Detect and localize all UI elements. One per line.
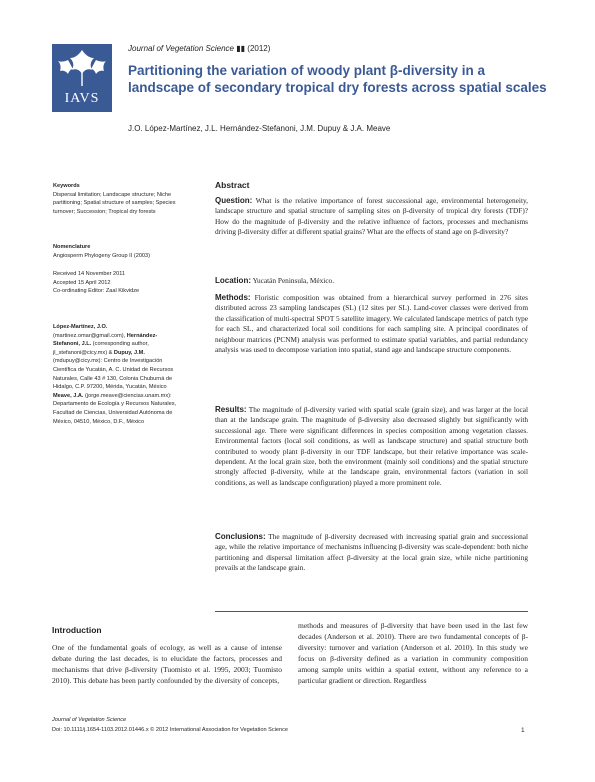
journal-logo — [52, 44, 112, 112]
nomenclature-text: Angiosperm Phylogeny Group II (2003) — [53, 252, 151, 259]
author1-name: López-Martínez, J.O. — [53, 324, 108, 330]
article-title: Partitioning the variation of woody plant β-diversity in a landscape of secondary tropical dry forests across spatial scales — [128, 63, 547, 95]
journal-header — [128, 44, 270, 53]
location-text: Yucatán Peninsula, México. — [252, 276, 335, 285]
keywords-text: Dispersal limitation; Landscape structure; Niche partitioning; Spatial structure of samples; Species turnover; Succession; Tropical dry forests — [53, 191, 176, 215]
accepted-date: Accepted 15 April 2012 — [53, 279, 111, 286]
abstract-conclusions — [215, 532, 528, 574]
coordinating-editor: Co-ordinating Editor: Zaal Kikvidze — [53, 288, 140, 295]
page-number: 1 — [521, 727, 525, 734]
journal-issue: ▮▮ — [236, 44, 246, 53]
author2-name: Hernández-Stefanoni, J.L. — [53, 332, 158, 348]
journal-year: (2012) — [247, 44, 271, 53]
author3-info: (mdupuy@cicy.mx): Centro de Investigación Científica de Yucatán, A. C. Unidad de Recursos Naturales, Calle 43 # 130, Colonia Chuburná de Hidalgo, C.P. 97200, Mérida, Yucatán, México — [53, 358, 174, 391]
methods-text: Floristic composition was obtained from a hierarchical survey performed in 276 sites distributed across 23 sampling landscapes (SL) (12 sites per SL). Land-cover classes were derived from the classification of multi-spectral SPOT 5 satellite imagery. We calculated landscape metrics of patch type for each SL, and characterized local soil conditions for each sampling site. A principal coordinates of neighbour matrices (PCNM) analysis was performed to estimate spatial variables, and partial redundancy analysis was used to decompose variation into spatial, stand age and landscape structure components. — [215, 293, 528, 355]
introduction-heading: Introduction — [52, 625, 102, 635]
question-label: Question: — [215, 196, 253, 205]
author4-info: (jorge.meave@ciencias.unam.mx): Departamento de Ecología y Recursos Naturales, Facultad de Ciencias, Universidad Autónoma de México, 04510, México, D.F., México — [53, 392, 177, 425]
footer-doi: Doi: 10.1111/j.1654-1103.2012.01446.x © 2012 International Association for Vegetation Science — [52, 727, 289, 733]
question-text: What is the relative importance of forest successional age, environmental heterogeneity, landscape structure and spatial structure of sampling sites on β-diversity of tropical dry forests (TDF)? How do the magnitude of β-diversity and the relative influence of factors, processes and mechanisms driving β-diversity differ at different spatial grains? What are the effects of stand age on β-diversity? — [215, 196, 528, 237]
author-affiliations: López-Martínez, J.O. (martinez.omar@gmail.com), Hernández-Stefanoni, J.L. (corresponding author, jl_stefanoni@cicy.mx) & Dupuy, J.M. (mdupuy@cicy.mx): Centro de Investigación Científica de Yucatán, A. C. Unidad de Recursos Naturales, Calle 43 # 130, Colonia Chuburná de Hidalgo, C.P. 97200, Mérida, Yucatán, México Meave, J.A. (jorge.meave@ciencias.unam.mx): Departamento de Ecología y Recursos Naturales, Facultad de Ciencias, Universidad Autónoma de México, 04510, México, D.F., México — [53, 324, 177, 425]
methods-label: Methods: — [215, 293, 251, 302]
author-list: J.O. López-Martínez, J.L. Hernández-Stefanoni, J.M. Dupuy & J.A. Meave — [128, 124, 391, 133]
abstract-methods — [215, 293, 528, 355]
nomenclature-block — [53, 243, 181, 260]
abstract-location — [215, 276, 528, 286]
introduction-column-1: One of the fundamental goals of ecology, as well as a cause of intense debate during the last decades, is to elucidate the factors, processes and mechanisms that drive β-diversity (Tuomisto et al. 1995, 2003; Tuomisto 2010). This debate has been partly confounded by the diversity of concepts, — [52, 643, 282, 685]
location-label: Location: — [215, 276, 251, 285]
dates-block — [53, 270, 181, 296]
received-date: Received 14 November 2011 — [53, 271, 126, 277]
keywords-block — [53, 182, 181, 216]
author4-name: Meave, J.A. — [53, 392, 84, 399]
introduction-column-2: methods and measures of β-diversity that have been used in the last few decades (Anderson et al. 2010). There are two fundamental concepts of β-diversity: turnover and variation (Anderson et al. 2010). In this study we focus on β-diversity defined as a variation in community composition among sample units within a spatial extent, without any reference to a particular gradient or direction. Regardless — [298, 621, 528, 685]
leaf-icon — [52, 46, 112, 90]
results-label: Results: — [215, 405, 247, 414]
nomenclature-heading: Nomenclature — [53, 244, 91, 250]
conclusions-label: Conclusions: — [215, 532, 266, 541]
journal-name: Journal of Vegetation Science — [128, 44, 234, 53]
author1-info: (martinez.omar@gmail.com), — [53, 332, 126, 339]
logo-wordmark: IAVS — [64, 91, 100, 106]
results-text: The magnitude of β-diversity varied with spatial scale (grain size), and was larger at the local than at the landscape grain. The magnitude of β-diversity also decreased slightly but significantly with successional age. There were significant differences in species composition among vegetation classes. Environmental factors (local soil conditions, as well as landscape structure) and spatial structure both contributed to woody plant β-diversity in our TDF landscape, but their relative importance was scale-dependent. At the local grain size, both the environment (mainly soil conditions) and the spatial structure strongly affected β-diversity, while at the landscape grain, environmental factors (variation in soil conditions, as well as landscape configuration) played a more prominent role. — [215, 405, 528, 487]
section-divider — [215, 611, 528, 612]
keywords-heading: Keywords — [53, 183, 80, 189]
author2-info: (corresponding author, jl_stefanoni@cicy.mx) — [53, 341, 149, 356]
abstract-question — [215, 196, 528, 238]
author3-name: Dupuy, J.M. — [113, 349, 145, 356]
footer-journal: Journal of Vegetation Science — [52, 717, 127, 723]
abstract-results — [215, 405, 528, 488]
abstract-heading: Abstract — [215, 180, 250, 190]
conclusions-text: The magnitude of β-diversity decreased with increasing spatial grain and successional age, while the relative importance of mechanisms influencing β-diversity was scale-dependent: both niche partitioning and dispersal limitation affect β-diversity at the local grain size, while niche partitioning prevails at the landscape grain. — [215, 532, 528, 573]
